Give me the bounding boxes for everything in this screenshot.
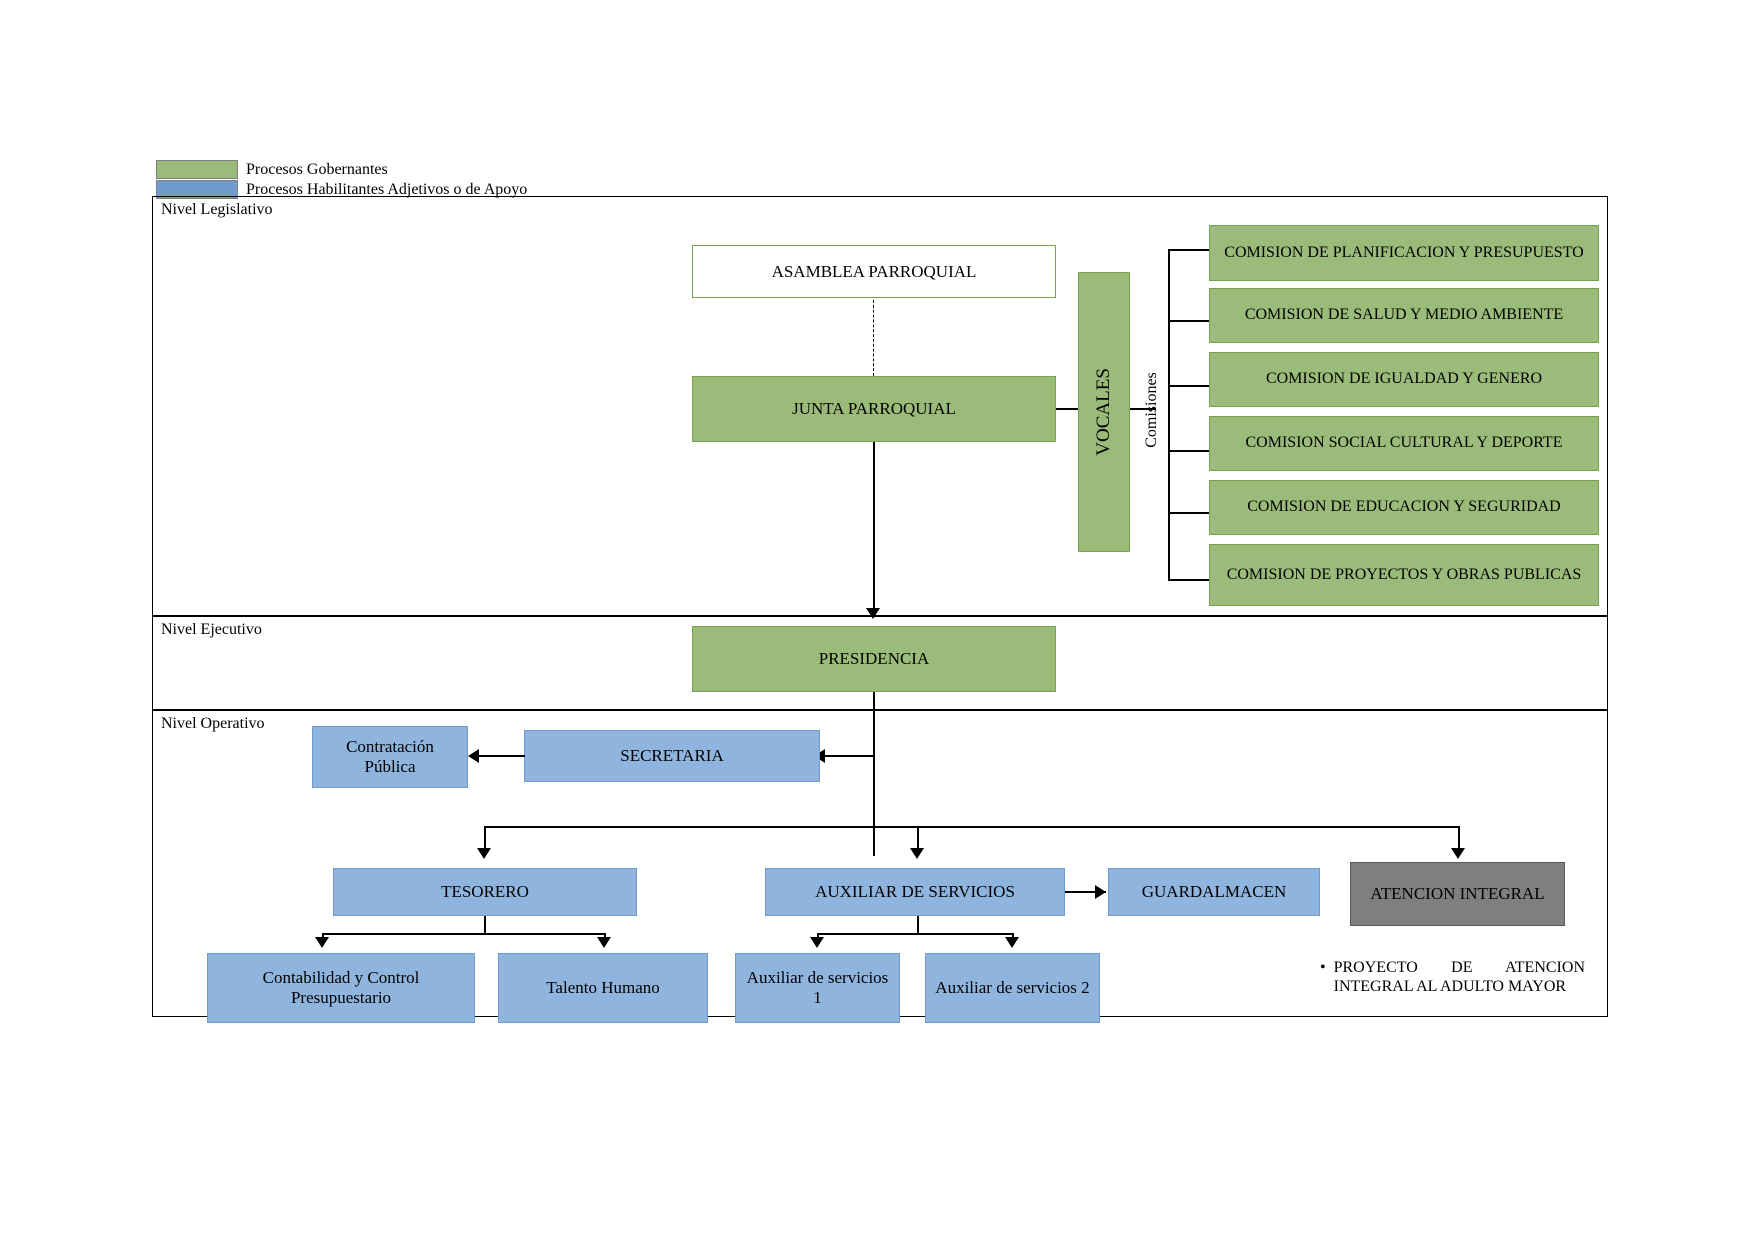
node-label: PRESIDENCIA (818, 649, 930, 669)
note-text: PROYECTO DE ATENCION INTEGRAL AL ADULTO MAYOR (1333, 959, 1585, 996)
node-label: Auxiliar de servicios 1 (746, 968, 889, 1007)
arrow-to-auxiliar-1 (810, 937, 824, 948)
level-title-ejecutivo: Nivel Ejecutivo (161, 621, 262, 638)
node-talento-humano[interactable] (498, 953, 708, 1023)
arrow-to-presidencia (866, 608, 880, 619)
legend-label-apoyo: Procesos Habilitantes Adjetivos o de Apoyo (246, 180, 528, 198)
comisiones-branch-6 (1168, 579, 1209, 581)
node-tesorero[interactable] (333, 868, 637, 916)
node-label: COMISION DE PLANIFICACION Y PRESUPUESTO (1224, 243, 1584, 261)
comisiones-branch-4 (1168, 450, 1209, 452)
node-label: COMISION SOCIAL CULTURAL Y DEPORTE (1245, 434, 1563, 452)
connector-presidencia-secretaria (825, 755, 874, 757)
connector-junta-vocales (1056, 408, 1078, 410)
tesorero-bar (322, 933, 605, 935)
connector-asamblea-junta (873, 300, 874, 376)
auxiliar-bar (817, 933, 1013, 935)
node-label: SECRETARIA (620, 746, 724, 766)
arrow-to-auxiliar-2 (1005, 937, 1019, 948)
level-title-operativo: Nivel Operativo (161, 715, 265, 732)
node-label: Auxiliar de servicios 2 (935, 978, 1090, 998)
node-label: Contabilidad y Control Presupuestario (262, 968, 420, 1007)
node-label: Contratación Pública (346, 737, 434, 776)
arrow-to-talento (597, 937, 611, 948)
node-atencion-integral[interactable] (1350, 862, 1565, 926)
comisiones-spine (1168, 249, 1170, 579)
comisiones-branch-5 (1168, 512, 1209, 514)
node-junta-parroquial[interactable] (692, 376, 1056, 442)
connector-junta-presidencia (873, 442, 875, 616)
node-comision-6[interactable] (1209, 544, 1599, 606)
comisiones-branch-3 (1168, 385, 1209, 387)
node-vocales[interactable] (1078, 272, 1130, 552)
node-auxiliar-de-servicios[interactable] (765, 868, 1065, 916)
node-label: ATENCION INTEGRAL (1370, 884, 1545, 904)
node-label: JUNTA PARROQUIAL (792, 399, 956, 419)
node-asamblea-parroquial[interactable] (692, 245, 1056, 298)
node-label: VOCALES (1093, 368, 1115, 456)
node-comision-3[interactable] (1209, 352, 1599, 407)
note-proyecto-atencion-integral (1320, 958, 1585, 996)
node-label: AUXILIAR DE SERVICIOS (815, 882, 1015, 902)
node-auxiliar-servicios-1[interactable] (735, 953, 900, 1023)
bullet-icon: • (1320, 959, 1326, 976)
node-presidencia[interactable] (692, 626, 1056, 692)
node-label: GUARDALMACEN (1141, 882, 1287, 902)
node-secretaria[interactable] (524, 730, 820, 782)
node-guardalmacen[interactable] (1108, 868, 1320, 916)
arrow-to-auxiliar (910, 848, 924, 859)
node-label: COMISION DE EDUCACION Y SEGURIDAD (1247, 498, 1561, 516)
arrow-to-atencion (1451, 848, 1465, 859)
node-contabilidad-control-presupuestario[interactable] (207, 953, 475, 1023)
auxiliar-drop (917, 916, 919, 934)
legend-swatch-gobernantes (156, 160, 238, 179)
node-label: ASAMBLEA PARROQUIAL (771, 261, 977, 281)
arrow-to-tesorero (477, 848, 491, 859)
node-comision-2[interactable] (1209, 288, 1599, 343)
arrow-to-contratacion (468, 749, 479, 763)
node-comision-5[interactable] (1209, 480, 1599, 535)
legend-item-gobernantes (156, 160, 388, 179)
label-comisiones: Comisiones (1143, 372, 1160, 448)
level-title-legislativo: Nivel Legislativo (161, 201, 273, 218)
comisiones-branch-2 (1168, 320, 1209, 322)
operativo-distribution-bar (484, 826, 1459, 828)
connector-presidencia-spine (873, 692, 875, 856)
node-comision-1[interactable] (1209, 225, 1599, 281)
legend-label-gobernantes: Procesos Gobernantes (246, 160, 388, 178)
connector-secretaria-contratacion (479, 755, 525, 757)
arrow-to-guardalmacen (1095, 885, 1106, 899)
node-contratacion-publica[interactable] (312, 726, 468, 788)
arrow-to-contabilidad (315, 937, 329, 948)
comisiones-branch-1 (1168, 249, 1209, 251)
tesorero-drop (484, 916, 486, 934)
node-auxiliar-servicios-2[interactable] (925, 953, 1100, 1023)
node-label: COMISION DE IGUALDAD Y GENERO (1265, 370, 1543, 388)
node-label: Talento Humano (546, 978, 660, 998)
node-label: TESORERO (441, 882, 529, 902)
node-comision-4[interactable] (1209, 416, 1599, 471)
node-label: COMISION DE PROYECTOS Y OBRAS PUBLICAS (1226, 565, 1582, 583)
node-label: COMISION DE SALUD Y MEDIO AMBIENTE (1244, 306, 1564, 324)
